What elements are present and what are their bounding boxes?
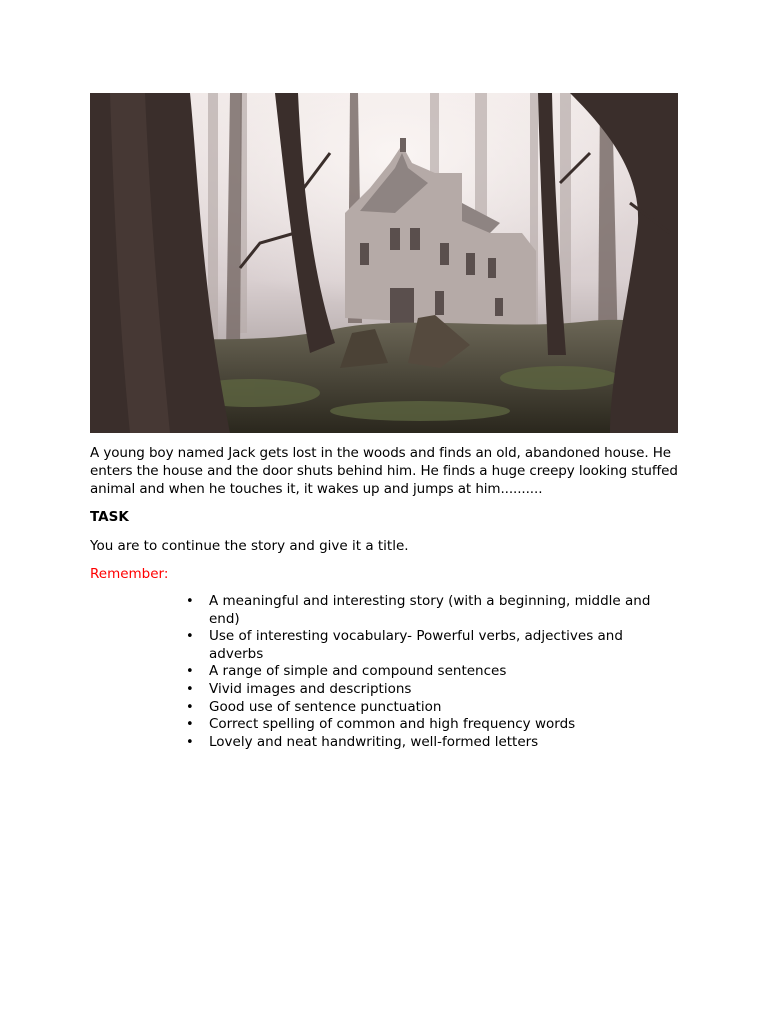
list-item bbox=[186, 734, 654, 752]
haunted-house-photo bbox=[90, 93, 678, 433]
story-intro: A young boy named Jack gets lost in the woods and finds an old, abandoned house. He enters the house and the door shuts behind him. He finds a huge creepy looking stuffed animal and when he touches it, it wakes up and jumps at him.......... bbox=[90, 445, 678, 497]
criterion-text: A range of simple and compound sentences bbox=[209, 663, 507, 680]
criterion-text: Lovely and neat handwriting, well-formed letters bbox=[209, 733, 539, 750]
criterion-text: Good use of sentence punctuation bbox=[209, 698, 442, 715]
success-criteria-list bbox=[90, 593, 654, 751]
task-instruction: You are to continue the story and give it a title. bbox=[90, 538, 409, 554]
criterion-text: Use of interesting vocabulary- Powerful verbs, adjectives and adverbs bbox=[209, 628, 623, 662]
bullet-icon: • bbox=[186, 681, 194, 697]
bullet-icon: • bbox=[186, 734, 194, 750]
criterion-text: A meaningful and interesting story (with a beginning, middle and end) bbox=[209, 593, 651, 627]
task-heading: TASK bbox=[90, 509, 129, 525]
list-item bbox=[186, 681, 654, 699]
bullet-icon: • bbox=[186, 664, 194, 680]
criterion-text: Correct spelling of common and high frequency words bbox=[209, 716, 576, 733]
bullet-icon: • bbox=[186, 717, 194, 733]
criterion-text: Vivid images and descriptions bbox=[209, 680, 412, 697]
bullet-icon: • bbox=[186, 699, 194, 715]
list-item bbox=[186, 716, 654, 734]
bullet-icon: • bbox=[186, 629, 194, 645]
bullet-icon: • bbox=[186, 594, 194, 609]
list-item bbox=[186, 628, 654, 663]
list-item bbox=[186, 699, 654, 717]
list-item bbox=[186, 663, 654, 681]
list-item bbox=[186, 593, 654, 628]
worksheet-page bbox=[90, 93, 678, 751]
remember-label: Remember: bbox=[90, 566, 169, 582]
